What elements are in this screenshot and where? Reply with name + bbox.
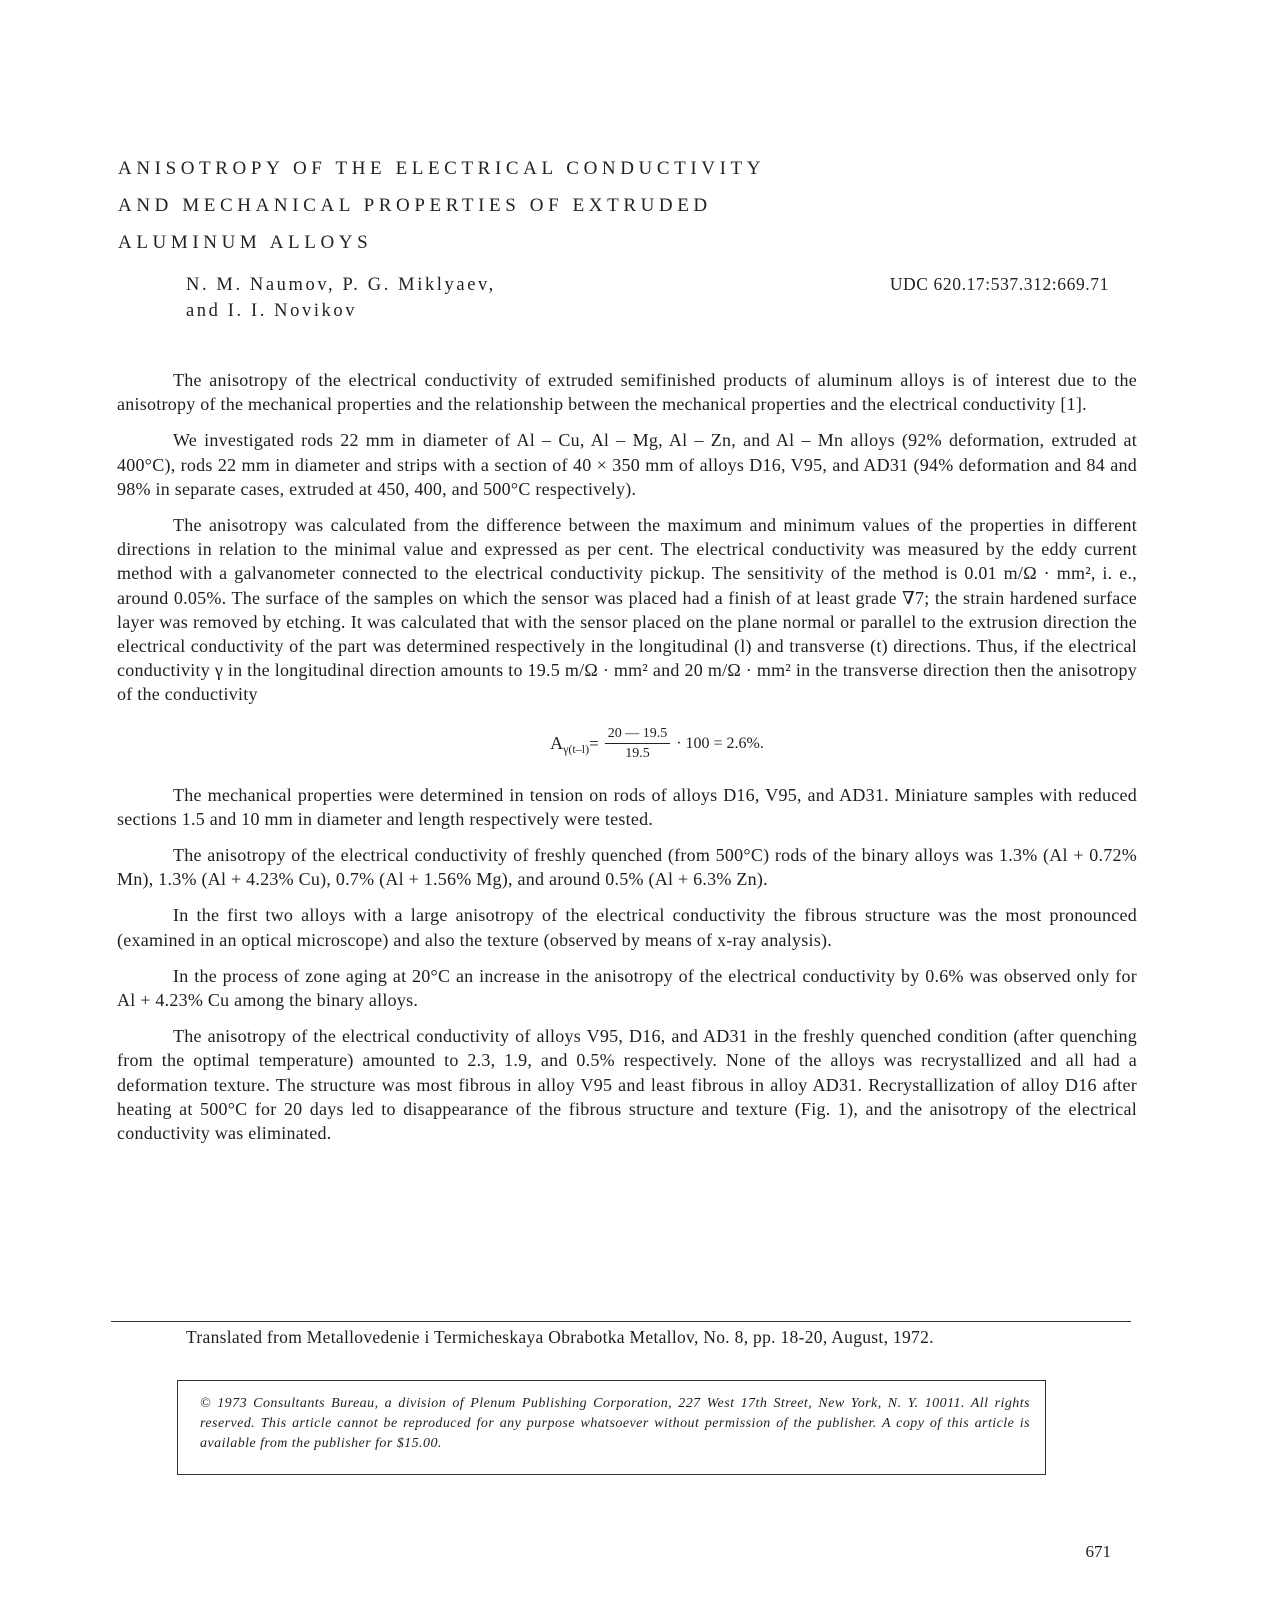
article-title: [118, 150, 838, 261]
author-line: N. M. Naumov, P. G. Miklyaev,: [186, 275, 496, 295]
paragraph: In the first two alloys with a large anisotropy of the electrical conductivity the fibrous structure was the most pronounced (examined in an optical microscope) and also the texture (observed by means of x-ray analysis).: [117, 905, 1137, 950]
title-line: ALUMINUM ALLOYS: [118, 232, 373, 253]
formula-equals: =: [589, 733, 599, 753]
paragraph: In the process of zone aging at 20°C an increase in the anisotropy of the electrical conductivity by 0.6% was observed only for Al + 4.23% Cu among the binary alloys.: [117, 965, 1137, 1011]
article-body: [117, 368, 1137, 1157]
paragraph: The anisotropy of the electrical conductivity of alloys V95, D16, and AD31 in the freshly quenched condition (after quenching from the optimal temperature) amounted to 2.3, 1.9, and 0.5% respectively. None of the alloys was recrystallized and all had a deformation texture. The structure was most fibrous in alloy V95 and least fibrous in alloy AD31. Recrystallization of alloy D16 after heating at 500°C for 20 days led to disappearance of the fibrous structure and texture (Fig. 1), and the anisotropy of the electrical conductivity was eliminated.: [117, 1026, 1137, 1144]
paragraph: The anisotropy of the electrical conductivity of freshly quenched (from 500°C) rods of the binary alloys was 1.3% (Al + 0.72% Mn), 1.3% (Al + 4.23% Cu), 0.7% (Al + 1.56% Mg), and around 0.5% (Al + 6.3% Zn).: [117, 845, 1137, 890]
anisotropy-formula: [177, 719, 1137, 769]
paragraph: The anisotropy was calculated from the difference between the maximum and minimum values of the properties in different directions in relation to the minimal value and expressed as per cent. The electrical conductivity was measured by the eddy current method with a galvanometer connected to the electrical conductivity pickup. The sensitivity of the method is 0.01 m/Ω · mm², i. e., around 0.05%. The surface of the samples on which the sensor was placed had a finish of at least grade ∇7; the strain hardened surface layer was removed by etching. It was calculated that with the sensor placed on the plane normal or parallel to the extrusion direction the electrical conductivity of the part was determined respectively in the longitudinal (l) and transverse (t) directions. Thus, if the electrical conductivity γ in the longitudinal direction amounts to 19.5 m/Ω · mm² and 20 m/Ω · mm² in the transverse direction then the anisotropy of the conductivity: [117, 515, 1137, 705]
copyright-box: [177, 1380, 1046, 1475]
paragraph: We investigated rods 22 mm in diameter of Al – Cu, Al – Mg, Al – Zn, and Al – Mn alloys (92% deformation, extruded at 400°C), rods 22 mm in diameter and strips with a section of 40 × 350 mm of alloys D16, V95, and AD31 (94% deformation and 84 and 98% in separate cases, extruded at 450, 400, and 500°C respectively).: [117, 430, 1137, 499]
formula-subscript: γ(t–l): [563, 742, 590, 757]
title-line: ANISOTROPY OF THE ELECTRICAL CONDUCTIVITY: [118, 158, 766, 179]
footnote-divider: [111, 1321, 1131, 1322]
formula-lhs: A: [550, 733, 564, 754]
paragraph: The mechanical properties were determined in tension on rods of alloys D16, V95, and AD31. Miniature samples with reduced sections 1.5 and 10 mm in diameter and length respectively were tested.: [117, 784, 1137, 829]
formula-rhs: · 100 = 2.6%.: [676, 734, 764, 752]
paragraph: The anisotropy of the electrical conductivity of extruded semifinished products of aluminum alloys is of interest due to the anisotropy of the mechanical properties and the relationship between the mechanical properties and the electrical conductivity [1].: [117, 370, 1137, 415]
udc-code: UDC 620.17:537.312:669.71: [889, 274, 1109, 294]
title-line: AND MECHANICAL PROPERTIES OF EXTRUDED: [118, 195, 712, 216]
author-line: and I. I. Novikov: [186, 301, 358, 321]
copyright-text: © 1973 Consultants Bureau, a division of Plenum Publishing Corporation, 227 West 17th Street, New York, N. Y. 10011. All rights reserved. This article cannot be reproduced for any purpose whatsoever without permission of the publisher. A copy of this article is available from the publisher for $15.00.: [200, 1396, 1030, 1451]
formula-fraction: [605, 726, 671, 762]
formula-numerator: 20 — 19.5: [605, 726, 671, 744]
translation-note: Translated from Metallovedenie i Termicheskaya Obrabotka Metallov, No. 8, pp. 18-20, August, 1972.: [186, 1327, 934, 1347]
author-list: [186, 272, 496, 324]
formula-denominator: 19.5: [625, 745, 650, 761]
page-number: 671: [1085, 1542, 1111, 1561]
